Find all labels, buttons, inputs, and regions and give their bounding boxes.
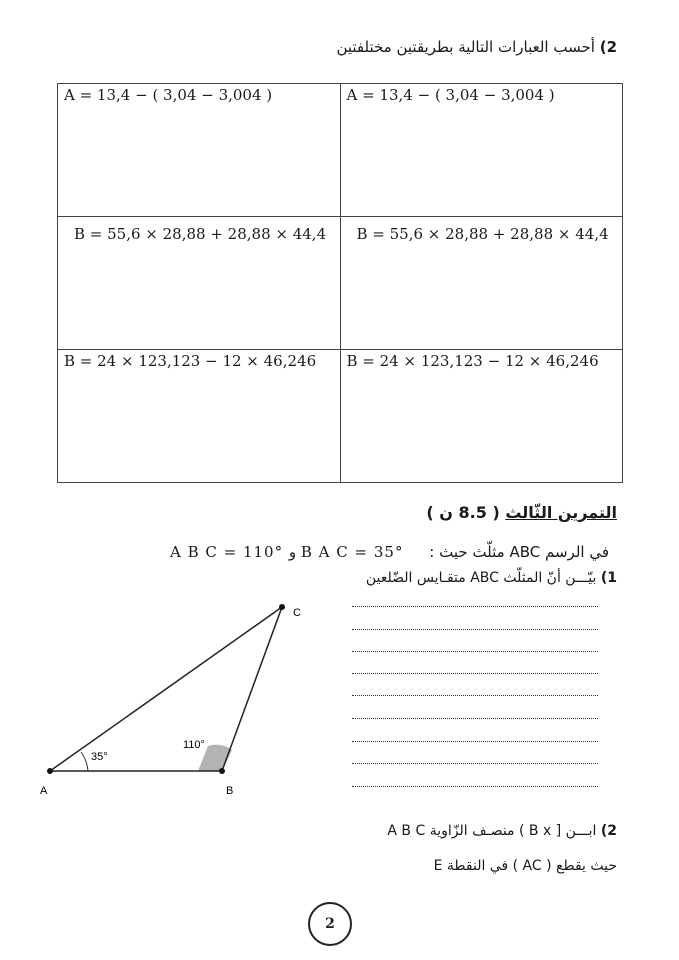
segment-AC — [50, 607, 282, 771]
answer-line[interactable] — [352, 606, 598, 607]
point-C — [279, 604, 285, 610]
label-C: C — [293, 607, 301, 619]
triangle-figure — [30, 600, 320, 805]
table-cell — [340, 350, 623, 483]
exercise-3-title — [426, 503, 617, 522]
table-row — [58, 84, 623, 217]
exercise-3-question-2 — [387, 823, 617, 839]
table-cell — [340, 217, 623, 350]
page-number: 2 — [308, 902, 352, 946]
exercise-3-question-2-continued: حيث يقطع ( AC ) في النقطة E — [433, 858, 617, 874]
angle-A-marker — [81, 752, 88, 771]
question-2-heading — [336, 38, 617, 56]
table-cell — [340, 84, 623, 217]
answer-line[interactable] — [352, 741, 598, 742]
angle-A-label: 35° — [91, 751, 108, 763]
answer-line[interactable] — [352, 629, 598, 630]
question-text: أحسب العبارات التالية بطريقتين مختلفتين — [336, 38, 595, 56]
expression: B = 55,6 × 28,88 + 28,88 × 44,4 — [356, 225, 609, 243]
expression: B = 24 × 123,123 − 12 × 46,246 — [346, 352, 599, 370]
question-text: ابـــن [ B x ) منصـف الزّاوية A B C — [387, 823, 597, 839]
table-row — [58, 350, 623, 483]
answer-line[interactable] — [352, 786, 598, 787]
expression: A = 13,4 − ( 3,04 − 3,004 ) — [346, 86, 555, 104]
question-text: بيّـــن أنّ المثلّث ABC متقـايس الضّلعين — [365, 570, 597, 586]
answer-line[interactable] — [352, 763, 598, 764]
table-cell — [58, 217, 341, 350]
point-A — [47, 768, 53, 774]
exercise-3-question-1 — [366, 570, 617, 586]
answer-line[interactable] — [352, 651, 598, 652]
exercise-title: التمرين الثّالث — [505, 503, 617, 522]
answer-line[interactable] — [352, 718, 598, 719]
angle-B-label: 110° — [183, 739, 205, 751]
label-A: A — [40, 785, 48, 797]
given-angles: A B C = 110° و B A C = 35° — [170, 543, 404, 561]
question-number: 1) — [600, 570, 617, 586]
answer-line[interactable] — [352, 673, 598, 674]
point-B — [219, 768, 225, 774]
answer-line[interactable] — [352, 695, 598, 696]
expression: A = 13,4 − ( 3,04 − 3,004 ) — [64, 86, 273, 104]
given-statement: في الرسم ABC مثلّث حيث : — [429, 543, 609, 561]
segment-BC — [222, 607, 282, 771]
expression: B = 55,6 × 28,88 + 28,88 × 44,4 — [74, 225, 327, 243]
question-number: 2) — [599, 38, 617, 56]
calculation-table — [57, 83, 623, 483]
expression: B = 24 × 123,123 − 12 × 46,246 — [64, 352, 317, 370]
table-cell — [58, 350, 341, 483]
question-number: 2) — [600, 823, 617, 839]
exercise-points: ( 8.5 ن ) — [426, 503, 500, 522]
label-B: B — [226, 785, 234, 797]
table-cell — [58, 84, 341, 217]
table-row — [58, 217, 623, 350]
